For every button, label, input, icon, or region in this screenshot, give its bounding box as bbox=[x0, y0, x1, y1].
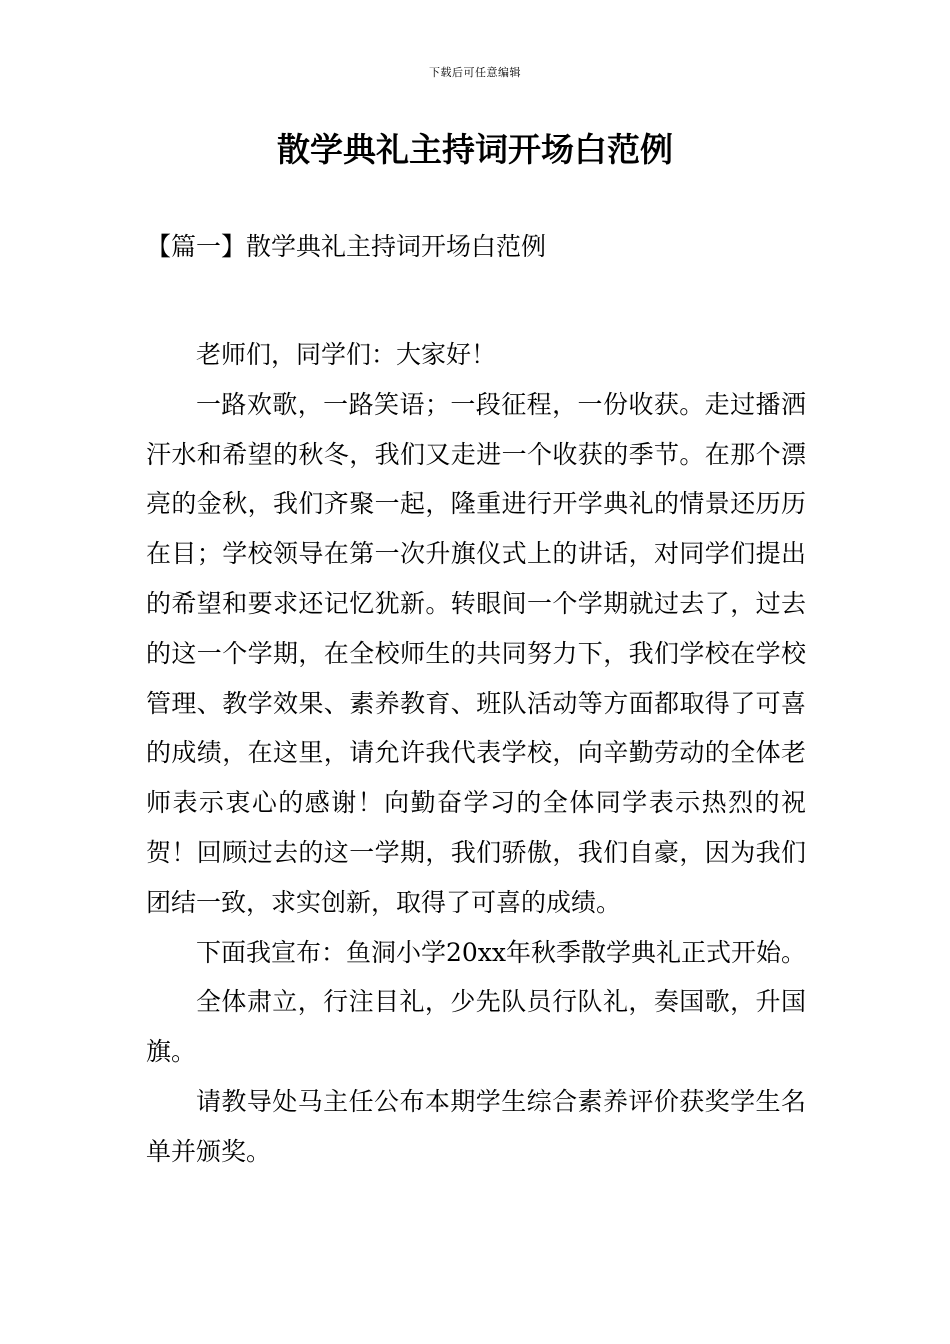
header-note: 下载后可任意编辑 bbox=[429, 66, 521, 79]
document-title: 散学典礼主持词开场白范例 bbox=[277, 130, 673, 169]
paragraph-flag-ceremony: 全体肃立，行注目礼，少先队员行队礼，奏国歌，升国旗。 bbox=[146, 987, 806, 1067]
paragraph-awards: 请教导处马主任公布本期学生综合素养评价获奖学生名单并颁奖。 bbox=[146, 1086, 806, 1166]
document-body bbox=[146, 330, 806, 1177]
paragraph-greeting: 老师们，同学们：大家好！ bbox=[196, 340, 497, 369]
paragraph-review: 一路欢歌，一路笑语；一段征程，一份收获。走过播洒汗水和希望的秋冬，我们又走进一个收获的季节。在那个漂亮的金秋，我们齐聚一起，隆重进行开学典礼的情景还历历在目；学校领导在第一次升旗仪式上的讲话，对同学们提出的希望和要求还记忆犹新。转眼间一个学期就过去了，过去的这一个学期，在全校师生的共同努力下，我们学校在学校管理、教学效果、素养教育、班队活动等方面都取得了可喜的成绩，在这里，请允许我代表学校，向辛勤劳动的全体老师表示衷心的感谢！向勤奋学习的全体同学表示热烈的祝贺！回顾过去的这一学期，我们骄傲，我们自豪，因为我们团结一致，求实创新，取得了可喜的成绩。 bbox=[146, 389, 806, 917]
section-heading: 【篇一】散学典礼主持词开场白范例 bbox=[146, 232, 547, 261]
paragraph-announcement: 下面我宣布：鱼洞小学20xx年秋季散学典礼正式开始。 bbox=[196, 937, 807, 967]
